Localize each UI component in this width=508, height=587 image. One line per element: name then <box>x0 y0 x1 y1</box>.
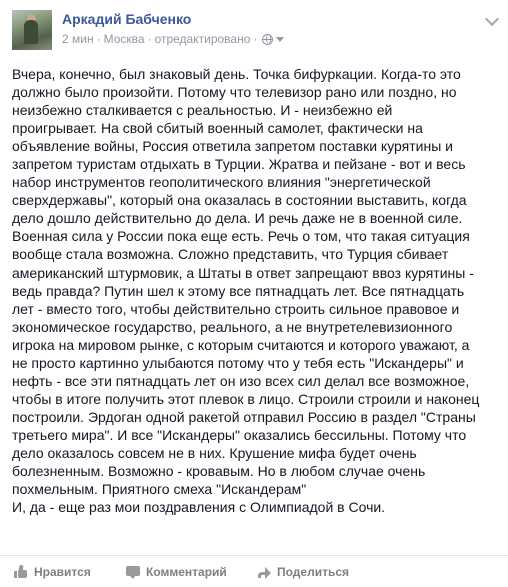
post-body-line: болезненным. Возможно - кровавым. Но в любом случае очень <box>12 463 426 480</box>
post-body-line: объявление войны, Россия ответила запретом поставки курятины и <box>12 138 453 155</box>
post-body-line: набор инструментов геополитического влияния "энергетической <box>12 174 431 191</box>
post-body-line: американский штурмовик, а Штаты в ответ запрещают ввоз курятины - <box>12 264 474 281</box>
post-body-line: должно было произойти. Потому что телевизор рано или поздно, но <box>12 84 457 101</box>
chevron-down-icon[interactable] <box>484 14 500 26</box>
share-arrow-icon <box>257 565 271 579</box>
thumbs-up-icon <box>14 565 28 579</box>
post-actions-bar <box>0 555 508 587</box>
caret-down-icon[interactable] <box>276 37 284 42</box>
post-body-line: И, да - еще раз мои поздравления с Олимпиадой в Сочи. <box>12 499 386 516</box>
post-body-line: неизбежно сталкивается с реальностью. И - неизбежно ей <box>12 102 393 119</box>
avatar[interactable] <box>12 10 52 50</box>
post-body-line: построили. Эрдоган одной ракетой отправил Россию в раздел "Страны <box>12 408 476 425</box>
post-time[interactable]: 2 мин <box>62 32 94 46</box>
post-body-line: не просто картинно улыбаются потому что у тебя есть "Искандеры" и <box>12 354 464 371</box>
post-body-line: лет - вместо того, чтобы действительно строить сильное правовое и <box>12 300 460 317</box>
share-label: Поделиться <box>277 565 350 579</box>
post-body-line: нефть - все эти пятнадцать лет он изо всех сил делал все возможное, <box>12 372 470 389</box>
comment-button[interactable] <box>126 565 227 579</box>
post-body-line: запретом туристам отдыхать в Турции. Жратва и пейзане - вот и весь <box>12 156 466 173</box>
comment-label: Комментарий <box>146 565 227 579</box>
edited-label[interactable]: отредактировано <box>154 32 251 46</box>
meta-separator: · <box>147 32 152 46</box>
post-body-line: ведь правда? Путин шел к этому все пятнадцать лет. Все пятнадцать <box>12 282 465 299</box>
author-name[interactable]: Аркадий Бабченко <box>62 11 192 27</box>
like-button[interactable] <box>14 565 91 579</box>
post-meta <box>62 32 284 46</box>
post-body-line: дело дошло действительно до дела. И речь даже не в военной силе. <box>12 210 463 227</box>
post-body-line: дело оказалось совсем не в них. Крушение мифа будет очень <box>12 444 417 461</box>
post-body-line: похмельным. Приятного смеха "Искандерам" <box>12 481 307 498</box>
globe-icon[interactable] <box>262 34 273 45</box>
post-body-line: третьего мира". И все "Искандеры" оказались бессильны. Потому что <box>12 426 467 443</box>
post-body-line: Вчера, конечно, был знаковый день. Точка бифуркации. Когда-то это <box>12 66 461 82</box>
avatar-figure <box>24 20 38 44</box>
share-button[interactable] <box>257 565 349 579</box>
like-label: Нравится <box>34 565 91 579</box>
post-body-line: экономическое государство, реального, а не внутретелевизионного <box>12 318 453 335</box>
post-location[interactable]: Москва <box>103 32 145 46</box>
post-body-line: сверхдержавы", который она оказалась в состоянии выставить, когда <box>12 192 467 209</box>
meta-separator: · <box>253 32 258 46</box>
speech-bubble-icon <box>126 565 140 579</box>
post-body-line: Военная сила у России пока еще есть. Речь о том, что такая ситуация <box>12 228 470 245</box>
post-body-line: вообще стала возможна. Сложно представить, что Турция сбивает <box>12 246 449 263</box>
post-body <box>12 65 504 516</box>
post-body-line: игрока на мировом рынке, с которым считаются и которого уважают, а <box>12 336 470 353</box>
post-body-line: проигрывает. На свой сбитый военный самолет, фактически на <box>12 120 423 137</box>
meta-separator: · <box>96 32 101 46</box>
post-header <box>12 10 502 54</box>
post-body-line: чтобы в итоге получить этот плевок в лицо. Строили строили и наконец <box>12 390 480 407</box>
